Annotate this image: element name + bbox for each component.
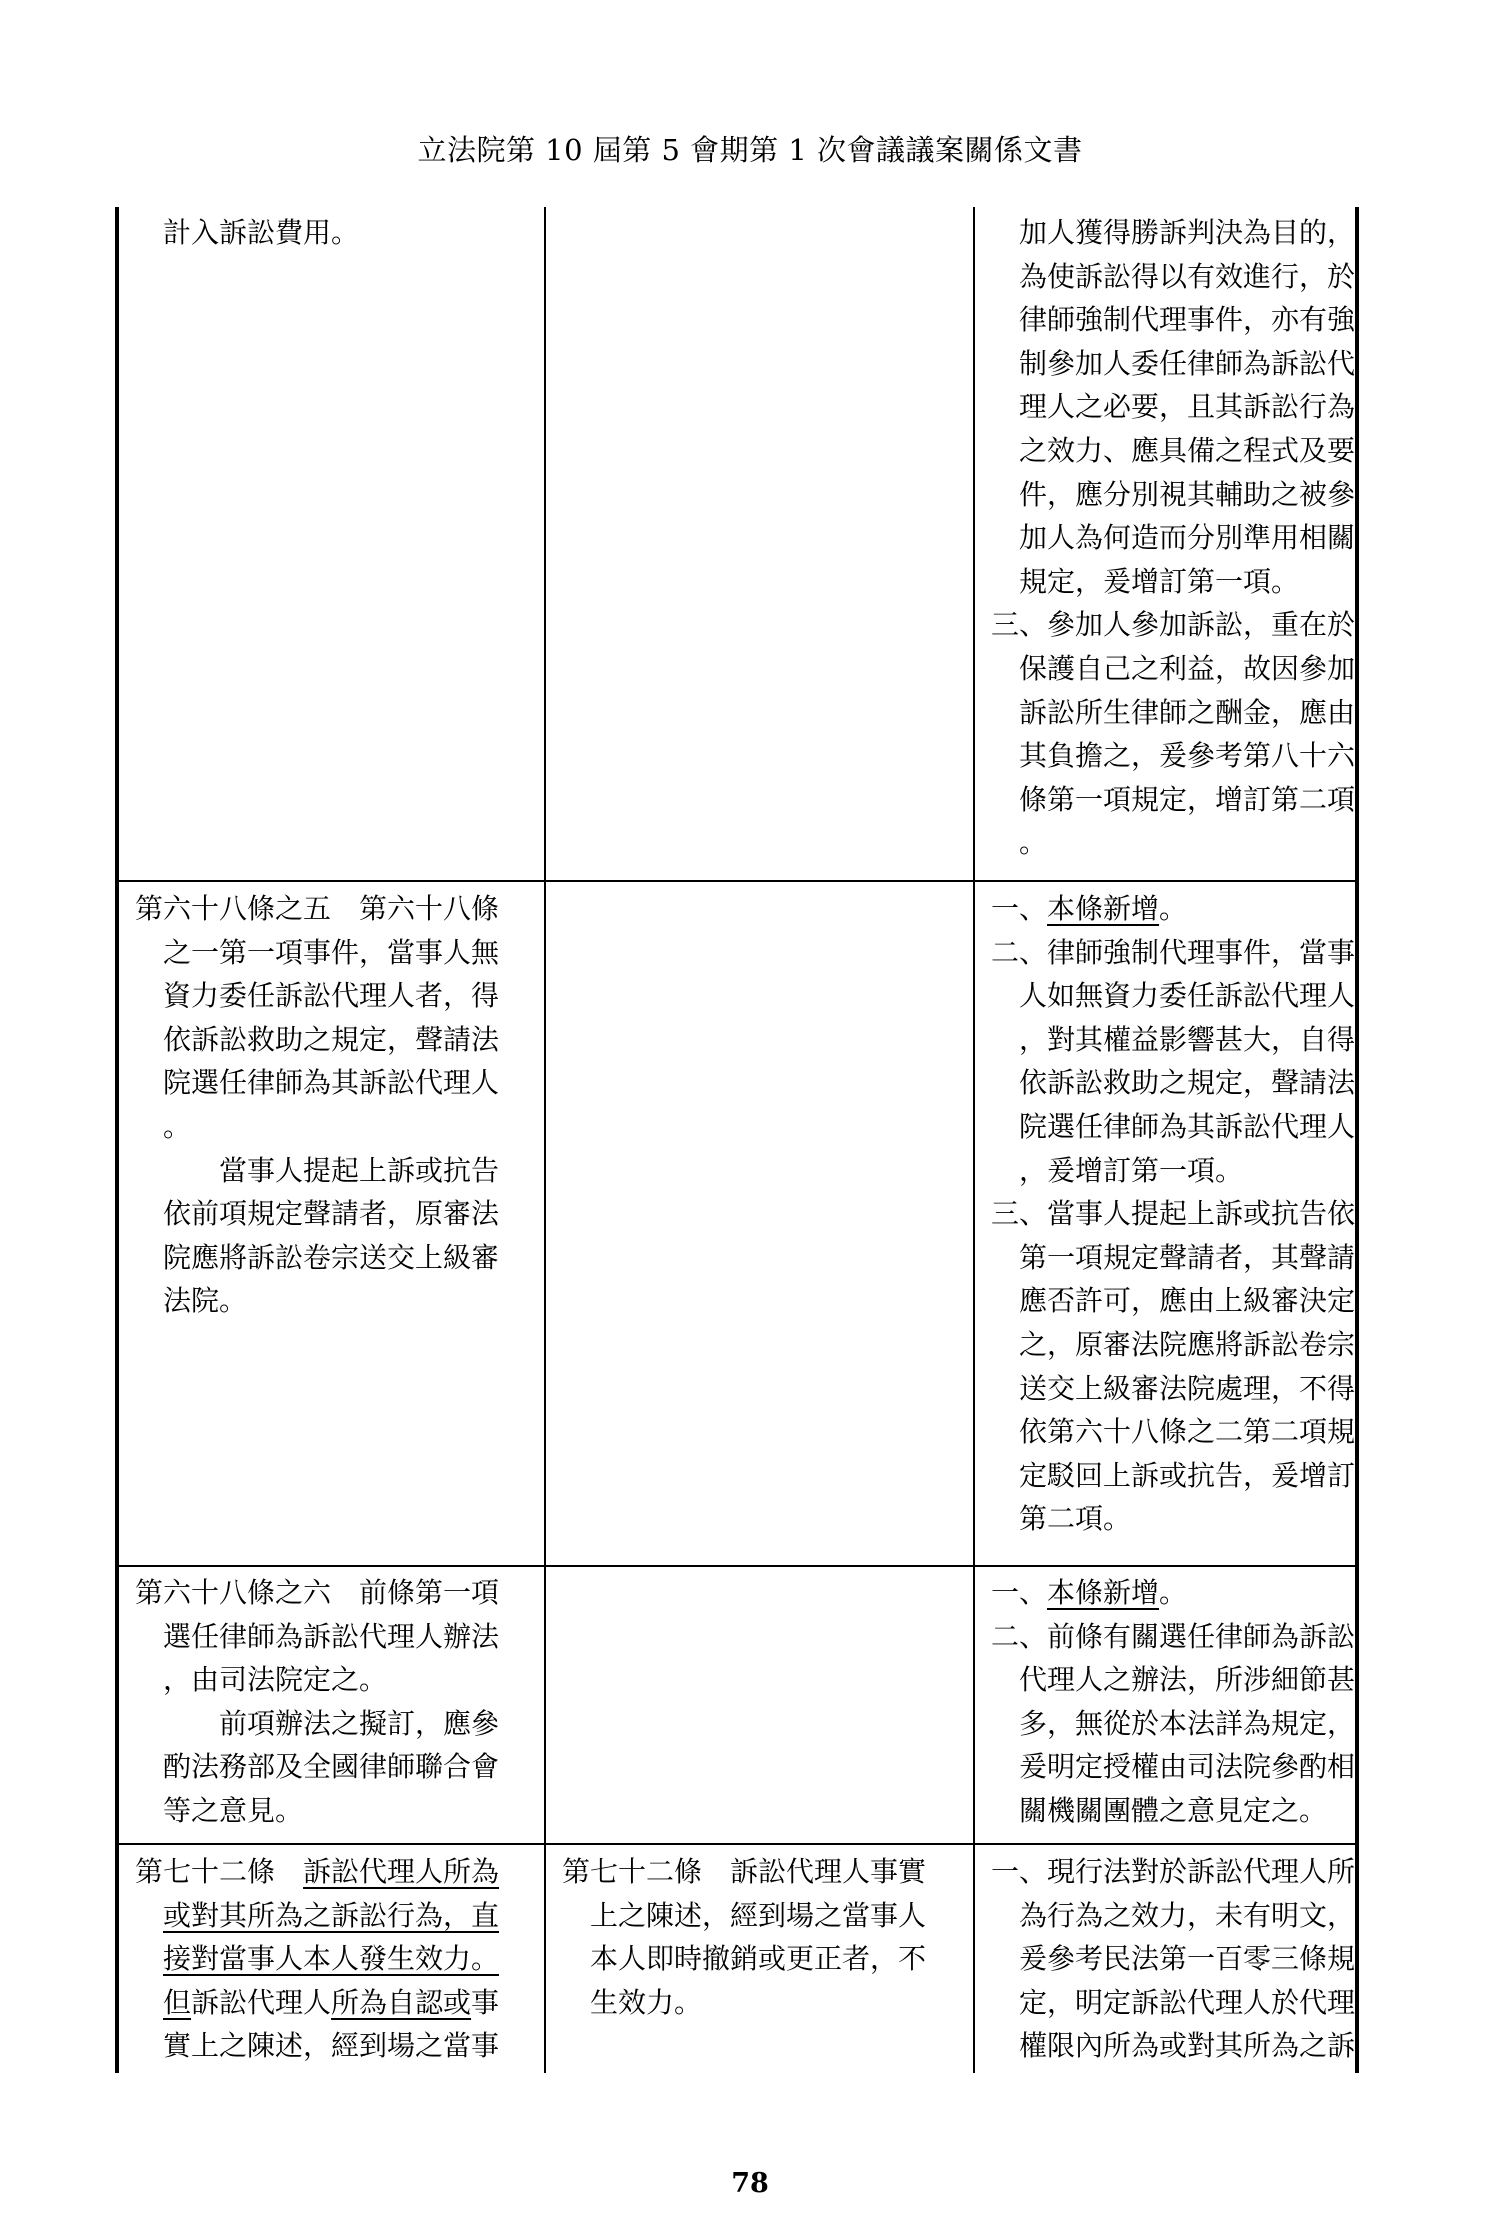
underlined-text: 但 [163, 1985, 192, 2019]
table-divider-2 [973, 207, 975, 2073]
line-text: 計入訴訟費用。 [163, 216, 360, 249]
line-text: 資力委任訴訟代理人者，得 [163, 979, 500, 1013]
text-line [991, 734, 1356, 778]
text-line [991, 255, 1356, 299]
row-0-col-3 [991, 211, 1356, 865]
text-line [991, 1571, 1341, 1615]
row-1-col-3 [991, 887, 1356, 1541]
text-line [991, 1454, 1356, 1498]
line-text: 送交上級審法院處理，不得 [1019, 1371, 1356, 1405]
text-line [991, 1192, 1356, 1236]
text-line [135, 931, 535, 975]
text-line [991, 342, 1356, 386]
line-text: 訴訟所生律師之酬金，應由 [1019, 695, 1356, 729]
text-line [991, 778, 1356, 822]
text-line [991, 603, 1356, 647]
line-text: 律師強制代理事件，亦有強 [1019, 303, 1356, 337]
text-line [135, 1192, 535, 1236]
text-line [991, 1937, 1356, 1981]
row-3-col-1 [135, 1850, 535, 2068]
line-text: 依訴訟救助之規定，聲請法 [1019, 1066, 1356, 1100]
line-text: 當事人提起上訴或抗告 [219, 1153, 500, 1187]
text-line [135, 1105, 535, 1149]
line-text: 法院。 [163, 1284, 248, 1318]
row-3-col-2 [562, 1850, 962, 2024]
row-3-col-3 [991, 1850, 1356, 2068]
comparison-table [115, 207, 1359, 2073]
line-text: 一、現行法對於訴訟代理人所 [991, 1855, 1356, 1888]
line-text: 訴訟代理人 [191, 1985, 332, 2019]
text-line [991, 429, 1356, 473]
text-line [135, 1571, 535, 1615]
text-line [991, 1702, 1356, 1746]
row-divider-3 [115, 1843, 1359, 1845]
line-text: 三、參加人參加訴訟，重在於 [991, 608, 1356, 642]
line-text: 院應將訴訟卷宗送交上級審 [163, 1240, 500, 1274]
line-text: 多，無從於本法詳為規定， [1019, 1706, 1356, 1740]
row-0-col-1 [135, 211, 535, 255]
text-line [991, 1105, 1356, 1149]
line-text: 之一第一項事件，當事人無 [163, 935, 500, 969]
line-text: 依訴訟救助之規定，聲請法 [163, 1022, 500, 1056]
page-header: 立法院第 10 屆第 5 會期第 1 次會議議案關係文書 [417, 133, 1083, 167]
text-line [991, 211, 1356, 255]
text-line [991, 1894, 1356, 1938]
text-line [991, 1279, 1356, 1323]
text-line [991, 1018, 1356, 1062]
text-line [562, 1981, 962, 2025]
text-line [991, 1061, 1356, 1105]
line-text: 。 [1019, 826, 1048, 860]
line-text: 。 [163, 1109, 192, 1143]
text-line [991, 298, 1356, 342]
line-text: 為使訴訟得以有效進行，於 [1019, 259, 1356, 293]
text-line [135, 1279, 535, 1323]
line-text: 院選任律師為其訴訟代理人 [1019, 1109, 1356, 1143]
line-text: 。 [1159, 892, 1188, 925]
line-text: ，對其權益影響甚大，自得 [1019, 1022, 1356, 1056]
line-text: 一、 [991, 892, 1048, 925]
text-line [991, 1149, 1341, 1193]
line-text: 規定，爰增訂第一項。 [1019, 564, 1300, 598]
line-text: 實上之陳述，經到場之當事 [163, 2029, 500, 2063]
text-line [991, 473, 1356, 517]
line-text: 人如無資力委任訴訟代理人 [1019, 979, 1356, 1013]
line-text: 加人為何造而分別準用相關 [1019, 521, 1356, 555]
row-divider-2 [115, 1565, 1359, 1567]
underlined-text: 本條新增 [1047, 892, 1160, 925]
text-line [991, 1789, 1341, 1833]
table-divider-1 [544, 207, 546, 2073]
line-text: 權限內所為或對其所為之訴 [1019, 2029, 1356, 2063]
text-line [135, 1236, 535, 1280]
page-number: 78 [731, 2168, 769, 2199]
text-line [991, 560, 1341, 604]
text-line [991, 821, 1341, 865]
text-line [991, 2024, 1356, 2068]
line-text: 爰參考民法第一百零三條規 [1019, 1942, 1356, 1976]
line-text: 其負擔之，爰參考第八十六 [1019, 739, 1356, 773]
text-line [991, 1850, 1356, 1894]
line-text: 本人即時撤銷或更正者，不 [590, 1942, 927, 1976]
text-line [991, 1981, 1356, 2025]
underlined-text: 本條新增 [1047, 1576, 1160, 1609]
line-text: 代理人之辦法，所涉細節甚 [1019, 1663, 1356, 1697]
text-line [991, 691, 1356, 735]
text-line [991, 1615, 1356, 1659]
row-2-col-3 [991, 1571, 1356, 1833]
row-divider-1 [115, 880, 1359, 882]
line-text: 第六十八條之五 第六十八條 [135, 892, 500, 925]
line-text: 為行為之效力，未有明文， [1019, 1898, 1356, 1932]
line-text: 定駁回上訴或抗告，爰增訂 [1019, 1458, 1356, 1492]
line-text: 等之意見。 [163, 1793, 304, 1827]
line-text: ，由司法院定之。 [163, 1663, 388, 1697]
line-text: 二、律師強制代理事件，當事 [991, 935, 1356, 969]
text-line [562, 1937, 962, 1981]
line-text: 件，應分別視其輔助之被參 [1019, 477, 1356, 511]
line-text: 之效力、應具備之程式及要 [1019, 433, 1356, 467]
text-line [135, 1937, 535, 1981]
line-text: 條第一項規定，增訂第二項 [1019, 782, 1356, 816]
text-line [991, 647, 1356, 691]
text-line [991, 1367, 1356, 1411]
underlined-text: 所為自認或 [331, 1985, 472, 2019]
line-text: 酌法務部及全國律師聯合會 [163, 1750, 500, 1784]
line-text: 院選任律師為其訴訟代理人 [163, 1066, 500, 1100]
text-line [991, 1410, 1356, 1454]
line-text: 二、前條有關選任律師為訴訟 [991, 1619, 1356, 1653]
line-text: 第一項規定聲請者，其聲請 [1019, 1240, 1356, 1274]
line-text: 加人獲得勝訴判決為目的， [1019, 216, 1356, 249]
text-line [135, 1745, 535, 1789]
text-line [135, 1658, 535, 1702]
text-line [991, 1236, 1356, 1280]
text-line [135, 1018, 535, 1062]
text-line [991, 931, 1356, 975]
text-line [135, 1789, 535, 1833]
text-line [991, 385, 1356, 429]
line-text: 三、當事人提起上訴或抗告依 [991, 1197, 1356, 1231]
line-text: 。 [1159, 1576, 1188, 1609]
text-line [991, 1745, 1356, 1789]
line-text: 制參加人委任律師為訴訟代 [1019, 346, 1356, 380]
text-line [991, 1497, 1341, 1541]
line-text: 依前項規定聲請者，原審法 [163, 1197, 500, 1231]
text-line [562, 1850, 962, 1894]
text-line [135, 887, 535, 931]
text-line [135, 1061, 535, 1105]
text-line [135, 974, 535, 1018]
underlined-text: 訴訟代理人所為 [303, 1855, 500, 1888]
line-text: 之，原審法院應將訴訟卷宗 [1019, 1327, 1356, 1361]
text-line [135, 1615, 535, 1659]
line-text: 應否許可，應由上級審決定 [1019, 1284, 1356, 1318]
line-text: 依第六十八條之二第二項規 [1019, 1415, 1356, 1449]
table-border-left [115, 207, 119, 2073]
line-text: 上之陳述，經到場之當事人 [590, 1898, 927, 1932]
row-2-col-1 [135, 1571, 535, 1833]
text-line [562, 1894, 962, 1938]
text-line [991, 974, 1356, 1018]
line-text: 第六十八條之六 前條第一項 [135, 1576, 500, 1609]
line-text: 一、 [991, 1576, 1048, 1609]
line-text: 第二項。 [1019, 1502, 1132, 1536]
underlined-text: 接對當事人本人發生效力。 [163, 1942, 500, 1976]
line-text: 保護自己之利益，故因參加 [1019, 651, 1356, 685]
text-line [135, 211, 535, 255]
line-text: 爰明定授權由司法院參酌相 [1019, 1750, 1356, 1784]
line-text: 第七十二條 [135, 1855, 304, 1888]
underlined-text: 或對其所為之訴訟行為，直 [163, 1898, 500, 1932]
text-line [135, 1981, 535, 2025]
text-line [135, 1149, 535, 1193]
line-text: 定，明定訴訟代理人於代理 [1019, 1985, 1356, 2019]
text-line [991, 1658, 1356, 1702]
line-text: 生效力。 [590, 1985, 703, 2019]
line-text: 理人之必要，且其訴訟行為 [1019, 390, 1356, 424]
text-line [135, 1894, 535, 1938]
text-line [135, 1702, 535, 1746]
text-line [991, 1323, 1356, 1367]
line-text: ，爰增訂第一項。 [1019, 1153, 1244, 1187]
text-line [991, 516, 1356, 560]
line-text: 第七十二條 訴訟代理人事實 [562, 1855, 927, 1888]
text-line [135, 2024, 535, 2068]
table-border-right [1355, 207, 1359, 2073]
text-line [991, 887, 1341, 931]
line-text: 選任律師為訴訟代理人辦法 [163, 1619, 500, 1653]
line-text: 前項辦法之擬訂，應參 [219, 1706, 500, 1740]
line-text: 關機關團體之意見定之。 [1019, 1793, 1328, 1827]
line-text: 事 [471, 1985, 500, 2019]
row-1-col-1 [135, 887, 535, 1323]
text-line [135, 1850, 535, 1894]
